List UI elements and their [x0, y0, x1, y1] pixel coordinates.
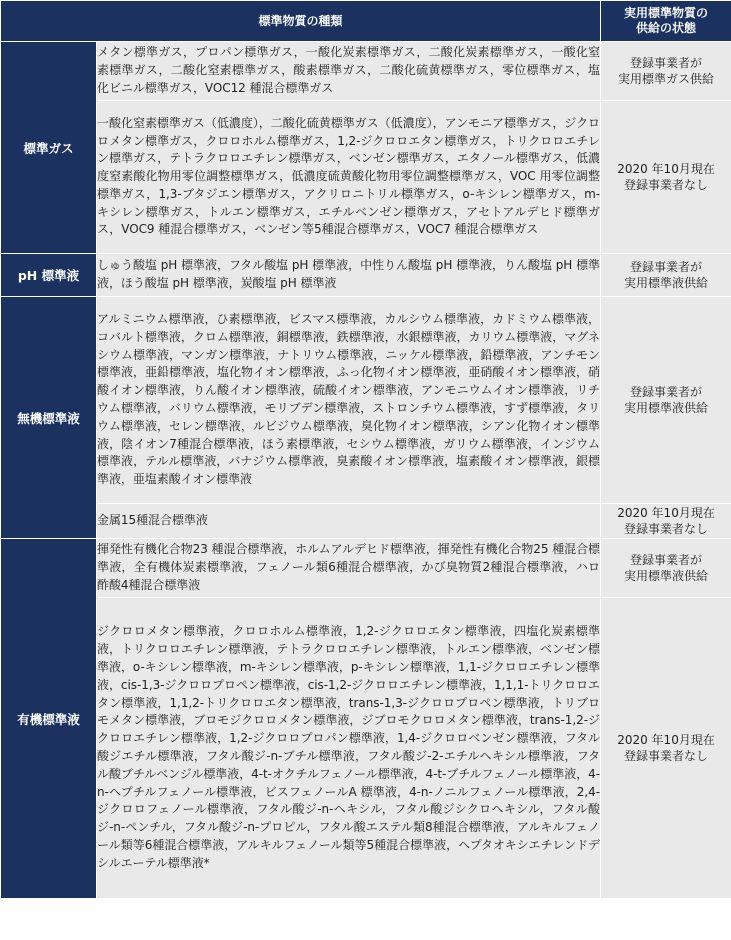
substance-list: 揮発性有機化合物23 種混合標準液，ホルムアルデヒド標準液，揮発性有機化合物25 種混合標準液，全有機体炭素標準液，フェノール類6種混合標準液，かび臭物質2種混合標準液，ハロ酢酸4種混合標準液 [97, 539, 601, 598]
table-row [1, 297, 731, 504]
table-row [1, 101, 731, 254]
category-organic-standard: 有機標準液 [1, 539, 97, 899]
supply-status-line1: 登録事業者が [630, 56, 703, 70]
substance-list: メタン標準ガス，プロパン標準ガス，一酸化炭素標準ガス，二酸化炭素標準ガス，一酸化窒素標準ガス，二酸化窒素標準ガス，酸素標準ガス，二酸化硫黄標準ガス，零位標準ガス，塩化ビニル標準ガス，VOC12 種混合標準ガス [97, 42, 601, 101]
substance-list: しゅう酸塩 pH 標準液，フタル酸塩 pH 標準液，中性りん酸塩 pH 標準液，りん酸塩 pH 標準液，ほう酸塩 pH 標準液，炭酸塩 pH 標準液 [97, 254, 601, 297]
supply-status-line2: 実用標準液供給 [624, 276, 709, 290]
supply-status [601, 297, 731, 504]
supply-status-line2: 登録事業者なし [624, 178, 709, 192]
supply-status-line2: 登録事業者なし [624, 522, 709, 536]
supply-status [601, 504, 731, 539]
substance-list: ジクロロメタン標準液，クロロホルム標準液，1,2-ジクロロエタン標準液，四塩化炭素標準液，トリクロロエチレン標準液，テトラクロロエチレン標準液，トルエン標準液，ベンゼン標準液，o-キシレン標準液，m-キシレン標準液，p-キシレン標準液，1,1-ジクロロエチレン標準液，cis-1,3-ジクロロプロペン標準液，cis-1,2-ジクロロエチレン標準液，1,1,1-トリクロロエタン標準液，1,1,2-トリクロロエタン標準液，trans-1,3-ジクロロプロペン標準液，トリブロモメタン標準液，ブロモジクロロメタン標準液，ジブロモクロロメタン標準液，trans-1,2-ジクロロエチレン標準液，1,2-ジクロロプロパン標準液，1,4-ジクロロベンゼン標準液，フタル酸ジエチル標準液，フタル酸ジ-n-ブチル標準液，フタル酸ジ-2-エチルヘキシル標準液，フタル酸ブチルベンジル標準液，4-t-オクチルフェノール標準液，4-t-ブチルフェノール標準液，4-n-ヘプチルフェノール標準液，ビスフェノールA 標準液，4-n-ノニルフェノール標準液，2,4-ジクロロフェノール標準液，フタル酸ジ-n-ヘキシル，フタル酸ジシクロヘキシル，フタル酸ジ-n-ペンチル，フタル酸ジ-n-プロピル，フタル酸エステル類8種混合標準液，アルキルフェノール類等6種混合標準液，アルキルフェノール類等5種混合標準液，ヘプタオキシエチレンドデシルエーテル標準液* [97, 598, 601, 899]
table-row [1, 598, 731, 899]
category-ph-standard: pH 標準液 [1, 254, 97, 297]
supply-status [601, 598, 731, 899]
supply-status [601, 101, 731, 254]
supply-status-line2: 登録事業者なし [624, 749, 709, 763]
supply-status-line2: 実用標準液供給 [624, 401, 709, 415]
supply-status-line1: 2020 年10月現在 [617, 506, 715, 520]
supply-status-line1: 登録事業者が [630, 385, 703, 399]
table-row [1, 254, 731, 297]
supply-status-line2: 実用標準ガス供給 [618, 72, 715, 86]
supply-status-line2: 実用標準液供給 [624, 569, 709, 583]
header-supply-status-line1: 実用標準物質の [624, 6, 709, 20]
substance-list: 金属15種混合標準液 [97, 504, 601, 539]
supply-status [601, 539, 731, 598]
category-standard-gas: 標準ガス [1, 42, 97, 254]
supply-status [601, 42, 731, 101]
supply-status [601, 254, 731, 297]
table-row [1, 504, 731, 539]
substance-list: アルミニウム標準液，ひ素標準液，ビスマス標準液，カルシウム標準液，カドミウム標準液，コバルト標準液，クロム標準液，銅標準液，鉄標準液，水銀標準液，カリウム標準液，マグネシウム標準液，マンガン標準液，ナトリウム標準液，ニッケル標準液，鉛標準液，アンチモン標準液，亜鉛標準液，塩化物イオン標準液，ふっ化物イオン標準液，亜硝酸イオン標準液，硝酸イオン標準液，りん酸イオン標準液，硫酸イオン標準液，アンモニウムイオン標準液，リチウム標準液，バリウム標準液，モリブデン標準液，ストロンチウム標準液，すず標準液，タリウム標準液，セレン標準液，ルビジウム標準液，臭化物イオン標準液，シアン化物イオン標準液，陰イオン7種混合標準液，ほう素標準液，セシウム標準液，ガリウム標準液，インジウム標準液，テルル標準液，バナジウム標準液，臭素酸イオン標準液，塩素酸イオン標準液，銀標準液，亜塩素酸イオン標準液 [97, 297, 601, 504]
supply-status-line1: 登録事業者が [630, 553, 703, 567]
table-row [1, 539, 731, 598]
supply-status-line1: 2020 年10月現在 [617, 733, 715, 747]
header-supply-status [601, 1, 731, 42]
header-supply-status-line2: 供給の状態 [636, 21, 697, 35]
header-substance-type: 標準物質の種類 [1, 1, 601, 42]
substance-list: 一酸化窒素標準ガス（低濃度），二酸化硫黄標準ガス（低濃度），アンモニア標準ガス，ジクロロメタン標準ガス，クロロホルム標準ガス，1,2-ジクロロエタン標準ガス，トリクロロエチレン標準ガス，テトラクロロエチレン標準ガス，ベンゼン標準ガス，エタノール標準ガス，低濃度窒素酸化物用零位調整標準ガス，低濃度硫黄酸化物用零位調整標準ガス，VOC 用零位調整標準ガス，1,3-ブタジエン標準ガス，アクリロニトリル標準ガス，o-キシレン標準ガス，m-キシレン標準ガス，トルエン標準ガス，エチルベンゼン標準ガス，アセトアルデヒド標準ガス，VOC9 種混合標準ガス，ベンゼン等5種混合標準ガス，VOC7 種混合標準ガス [97, 101, 601, 254]
table-row [1, 42, 731, 101]
supply-status-line1: 登録事業者が [630, 260, 703, 274]
category-inorganic-standard: 無機標準液 [1, 297, 97, 539]
header-row [1, 1, 731, 42]
supply-status-line1: 2020 年10月現在 [617, 162, 715, 176]
